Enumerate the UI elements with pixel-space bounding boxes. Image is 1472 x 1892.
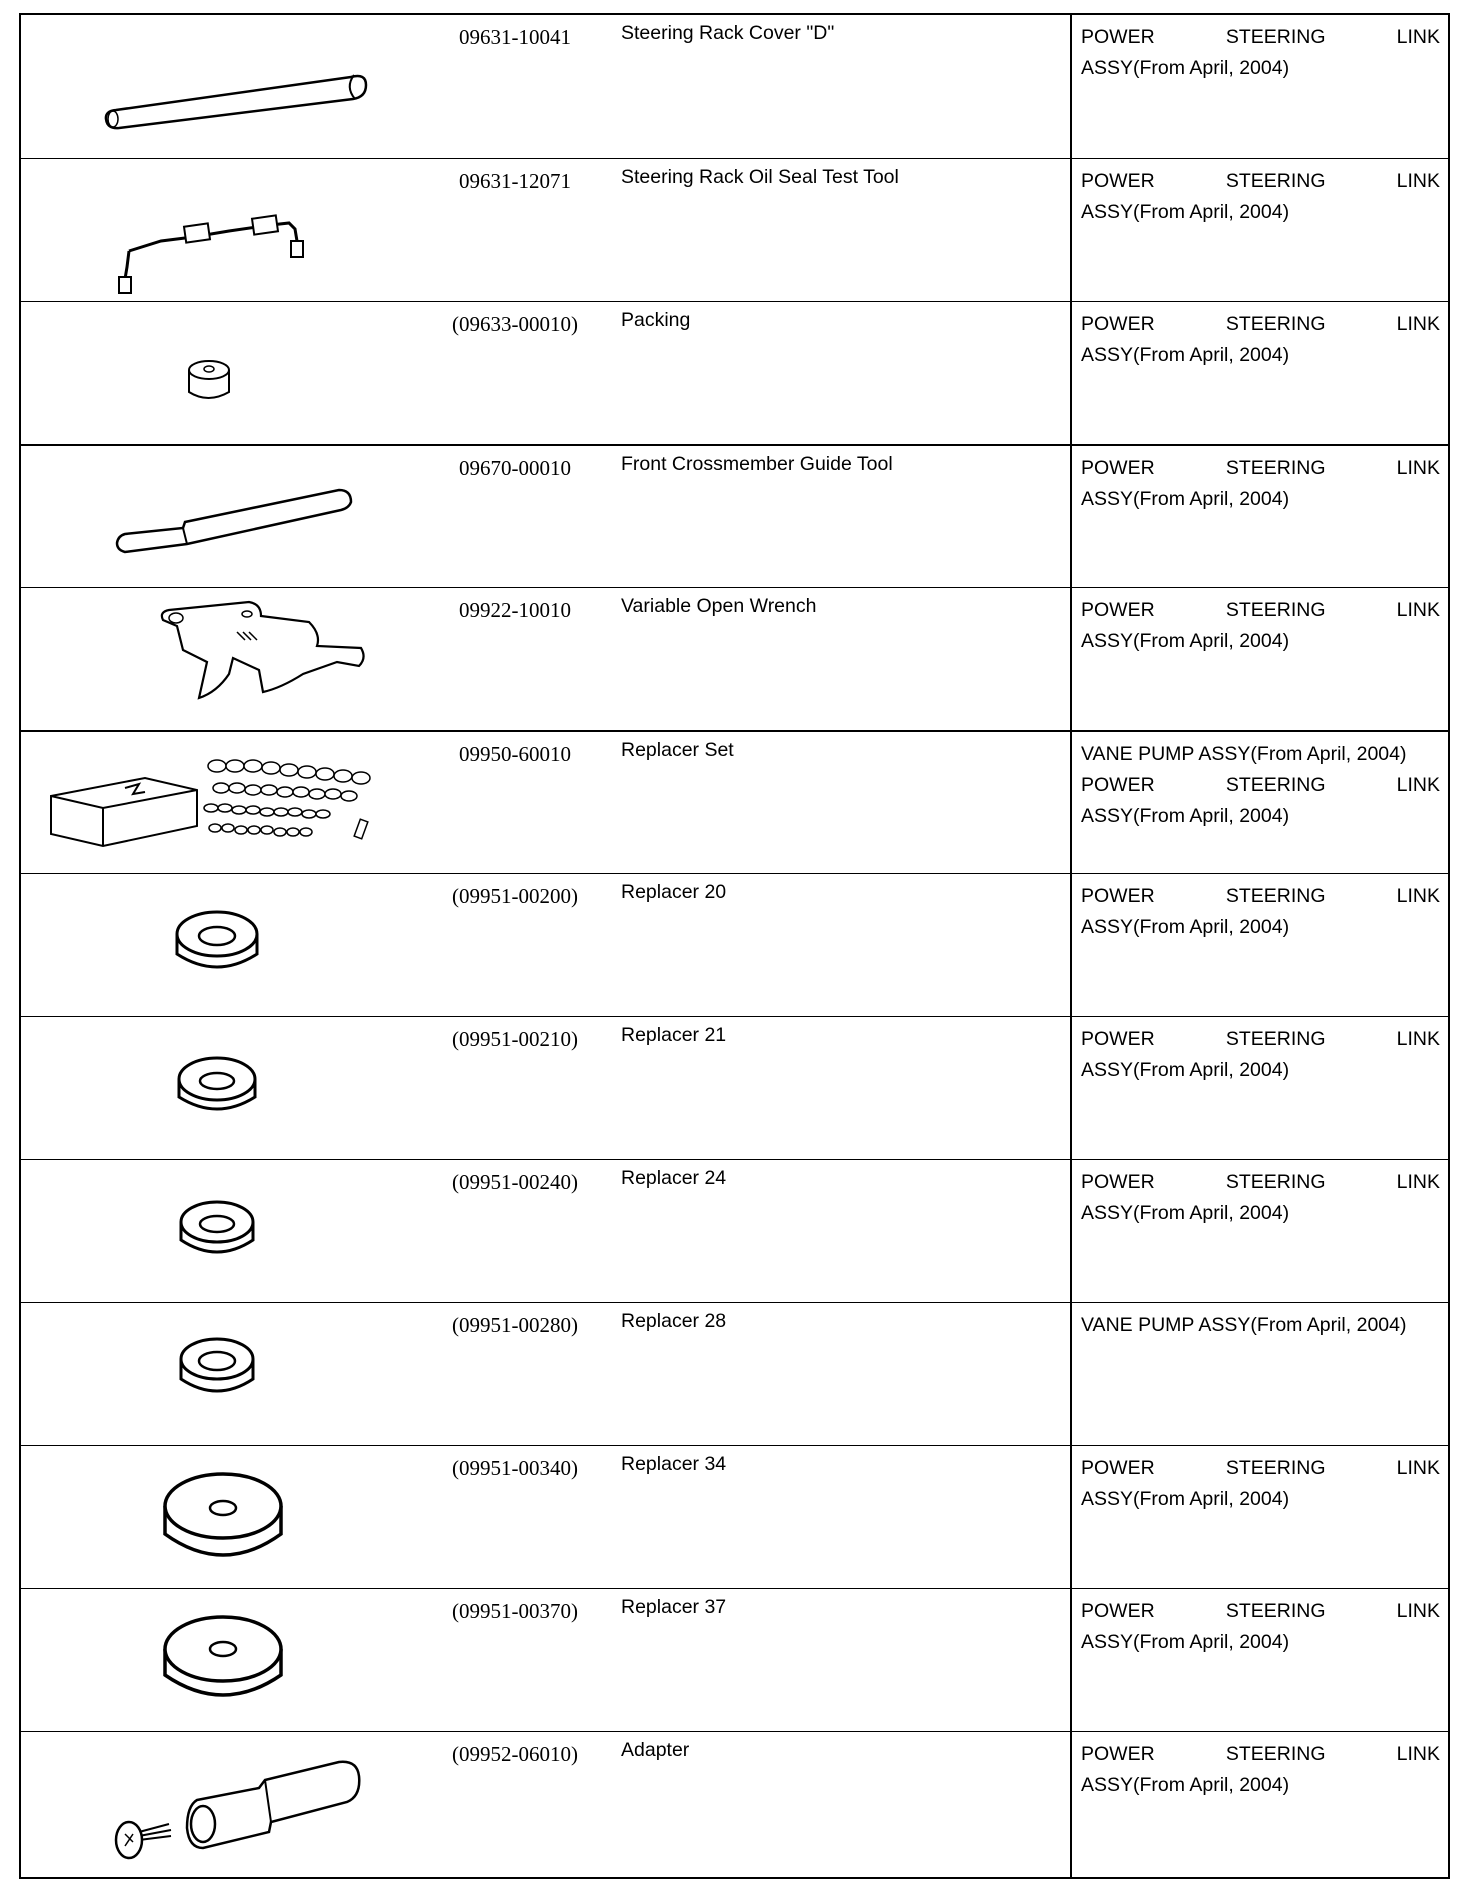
table-row (21, 15, 1448, 158)
part-number: (09951-00280) (452, 1313, 578, 1337)
applicable-note: POWER STEERING LINK ASSY(From April, 2004) (1081, 457, 1440, 510)
tool-name: Replacer 20 (621, 881, 727, 903)
tool-name: Replacer 24 (621, 1167, 727, 1189)
table-row (21, 1588, 1448, 1731)
packing-icon (21, 302, 421, 442)
table-row (21, 873, 1448, 1016)
applicable-note: POWER STEERING LINK ASSY(From April, 2004) (1081, 26, 1440, 79)
test-tool-icon (21, 159, 421, 299)
applicable-note: POWER STEERING LINK ASSY(From April, 2004) (1081, 1600, 1440, 1653)
tool-name: Steering Rack Oil Seal Test Tool (621, 166, 899, 188)
part-number: 09670-00010 (459, 456, 571, 480)
part-number: (09951-00340) (452, 1456, 578, 1480)
applicable-note: VANE PUMP ASSY(From April, 2004) (1081, 1314, 1407, 1336)
replacer-ring-icon (21, 1017, 421, 1157)
tool-name: Front Crossmember Guide Tool (621, 453, 893, 475)
tool-name: Packing (621, 309, 691, 331)
tool-name: Steering Rack Cover "D" (621, 22, 835, 44)
applicable-note: VANE PUMP ASSY(From April, 2004) POWER STEERING LINK ASSY(From April, 2004) (1081, 743, 1440, 827)
part-number: 09631-10041 (459, 25, 571, 49)
applicable-note: POWER STEERING LINK ASSY(From April, 2004) (1081, 170, 1440, 223)
special-tools-table (19, 13, 1450, 1879)
table-row (21, 587, 1448, 730)
tool-name: Replacer 37 (621, 1596, 727, 1618)
part-number: (09951-00210) (452, 1027, 578, 1051)
applicable-note: POWER STEERING LINK ASSY(From April, 2004) (1081, 1028, 1440, 1081)
tool-name: Replacer 34 (621, 1453, 727, 1475)
table-row (21, 301, 1448, 444)
replacer-set-icon (21, 732, 421, 872)
applicable-note: POWER STEERING LINK ASSY(From April, 2004) (1081, 599, 1440, 652)
part-number: (09951-00200) (452, 884, 578, 908)
table-row (21, 444, 1448, 587)
table-row (21, 1731, 1448, 1877)
applicable-note: POWER STEERING LINK ASSY(From April, 2004) (1081, 313, 1440, 366)
table-row (21, 1445, 1448, 1588)
adapter-icon (21, 1732, 421, 1872)
tool-name: Adapter (621, 1739, 690, 1761)
table-row (21, 1302, 1448, 1445)
applicable-note: POWER STEERING LINK ASSY(From April, 2004) (1081, 1457, 1440, 1510)
wrench-icon (21, 588, 421, 728)
replacer-ring-icon (21, 1160, 421, 1300)
table-row (21, 1159, 1448, 1302)
tool-name: Replacer 21 (621, 1024, 727, 1046)
part-number: (09633-00010) (452, 312, 578, 336)
table-row (21, 1016, 1448, 1159)
part-number: 09631-12071 (459, 169, 571, 193)
tool-name: Variable Open Wrench (621, 595, 817, 617)
part-number: (09951-00240) (452, 1170, 578, 1194)
table-row (21, 730, 1448, 873)
part-number: 09922-10010 (459, 598, 571, 622)
applicable-note: POWER STEERING LINK ASSY(From April, 2004) (1081, 1171, 1440, 1224)
tool-name: Replacer 28 (621, 1310, 727, 1332)
replacer-ring-icon (21, 1303, 421, 1443)
replacer-large-ring-icon (21, 1446, 421, 1586)
replacer-large-ring-icon (21, 1589, 421, 1729)
replacer-ring-icon (21, 874, 421, 1014)
guide-tool-icon (21, 446, 421, 586)
applicable-note: POWER STEERING LINK ASSY(From April, 2004) (1081, 1743, 1440, 1796)
part-number: (09952-06010) (452, 1742, 578, 1766)
tool-name: Replacer Set (621, 739, 734, 761)
part-number: 09950-60010 (459, 742, 571, 766)
rod-icon (21, 15, 421, 155)
table-row (21, 158, 1448, 301)
applicable-note: POWER STEERING LINK ASSY(From April, 2004) (1081, 885, 1440, 938)
part-number: (09951-00370) (452, 1599, 578, 1623)
